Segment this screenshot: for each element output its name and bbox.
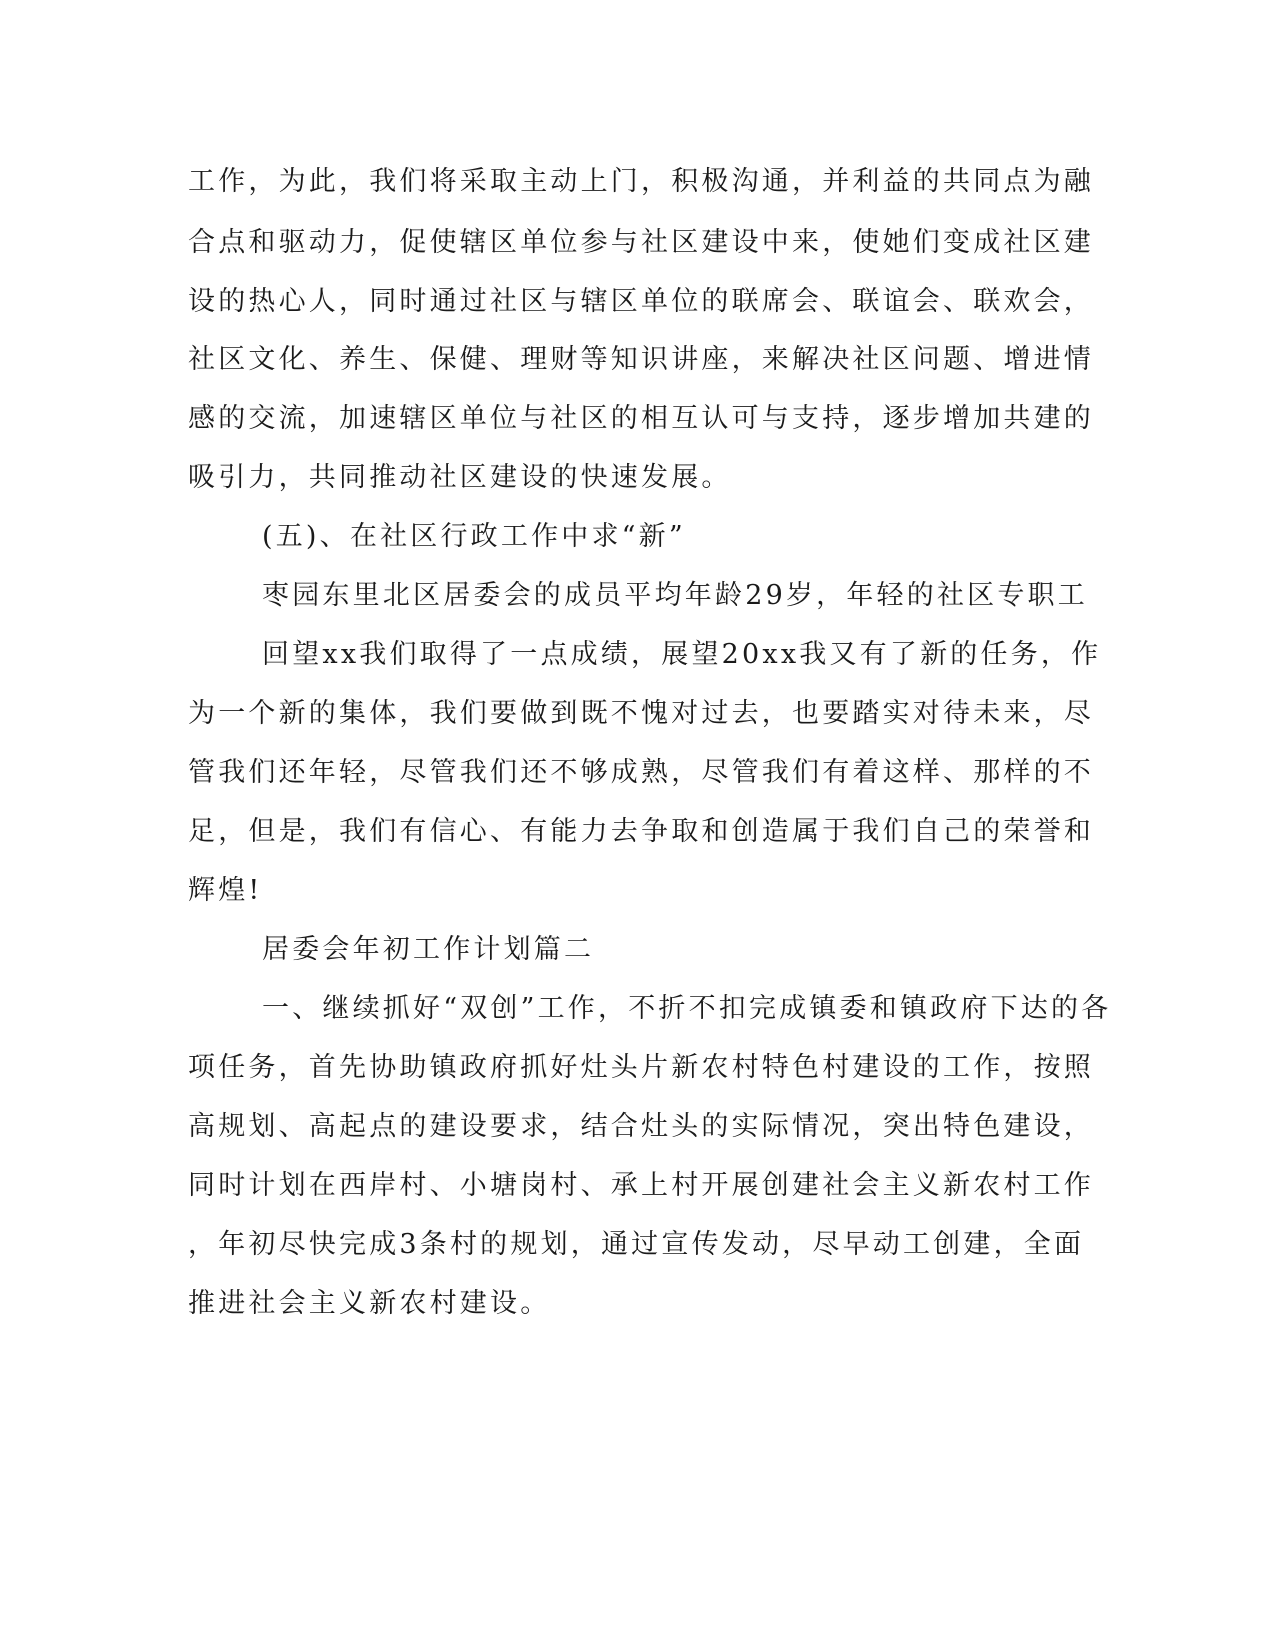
paragraph-line: 辉煌! bbox=[188, 875, 263, 906]
section-heading: (五)、在社区行政工作中求“新” bbox=[262, 521, 686, 552]
paragraph-line: 合点和驱动力，促使辖区单位参与社区建设中来，使她们变成社区建 bbox=[188, 227, 1094, 258]
section-title: 居委会年初工作计划篇二 bbox=[262, 934, 595, 965]
paragraph-line: 回望xx我们取得了一点成绩，展望20xx我又有了新的任务，作 bbox=[262, 639, 1102, 670]
paragraph-line: 足，但是，我们有信心、有能力去争取和创造属于我们自己的荣誉和 bbox=[188, 816, 1094, 847]
paragraph-line: 工作，为此，我们将采取主动上门，积极沟通，并利益的共同点为融 bbox=[188, 166, 1094, 197]
paragraph-line: 推进社会主义新农村建设。 bbox=[188, 1288, 551, 1319]
paragraph-line: 吸引力，共同推动社区建设的快速发展。 bbox=[188, 462, 732, 493]
paragraph-line: 同时计划在西岸村、小塘岗村、承上村开展创建社会主义新农村工作 bbox=[188, 1170, 1094, 1201]
paragraph-line: 为一个新的集体，我们要做到既不愧对过去，也要踏实对待未来，尽 bbox=[188, 698, 1094, 729]
paragraph-line: 感的交流，加速辖区单位与社区的相互认可与支持，逐步增加共建的 bbox=[188, 403, 1094, 434]
paragraph-line: 枣园东里北区居委会的成员平均年龄29岁，年轻的社区专职工 bbox=[262, 580, 1088, 611]
paragraph-line: 管我们还年轻，尽管我们还不够成熟，尽管我们有着这样、那样的不 bbox=[188, 757, 1094, 788]
paragraph-line: 一、继续抓好“双创”工作，不折不扣完成镇委和镇政府下达的各 bbox=[262, 993, 1112, 1024]
paragraph-line: 项任务，首先协助镇政府抓好灶头片新农村特色村建设的工作，按照 bbox=[188, 1052, 1094, 1083]
paragraph-line: 设的热心人，同时通过社区与辖区单位的联席会、联谊会、联欢会， bbox=[188, 286, 1094, 317]
paragraph-line: ，年初尽快完成3条村的规划，通过宣传发动，尽早动工创建，全面 bbox=[188, 1229, 1085, 1260]
paragraph-line: 社区文化、养生、保健、理财等知识讲座，来解决社区问题、增进情 bbox=[188, 344, 1094, 375]
paragraph-line: 高规划、高起点的建设要求，结合灶头的实际情况，突出特色建设， bbox=[188, 1111, 1094, 1142]
